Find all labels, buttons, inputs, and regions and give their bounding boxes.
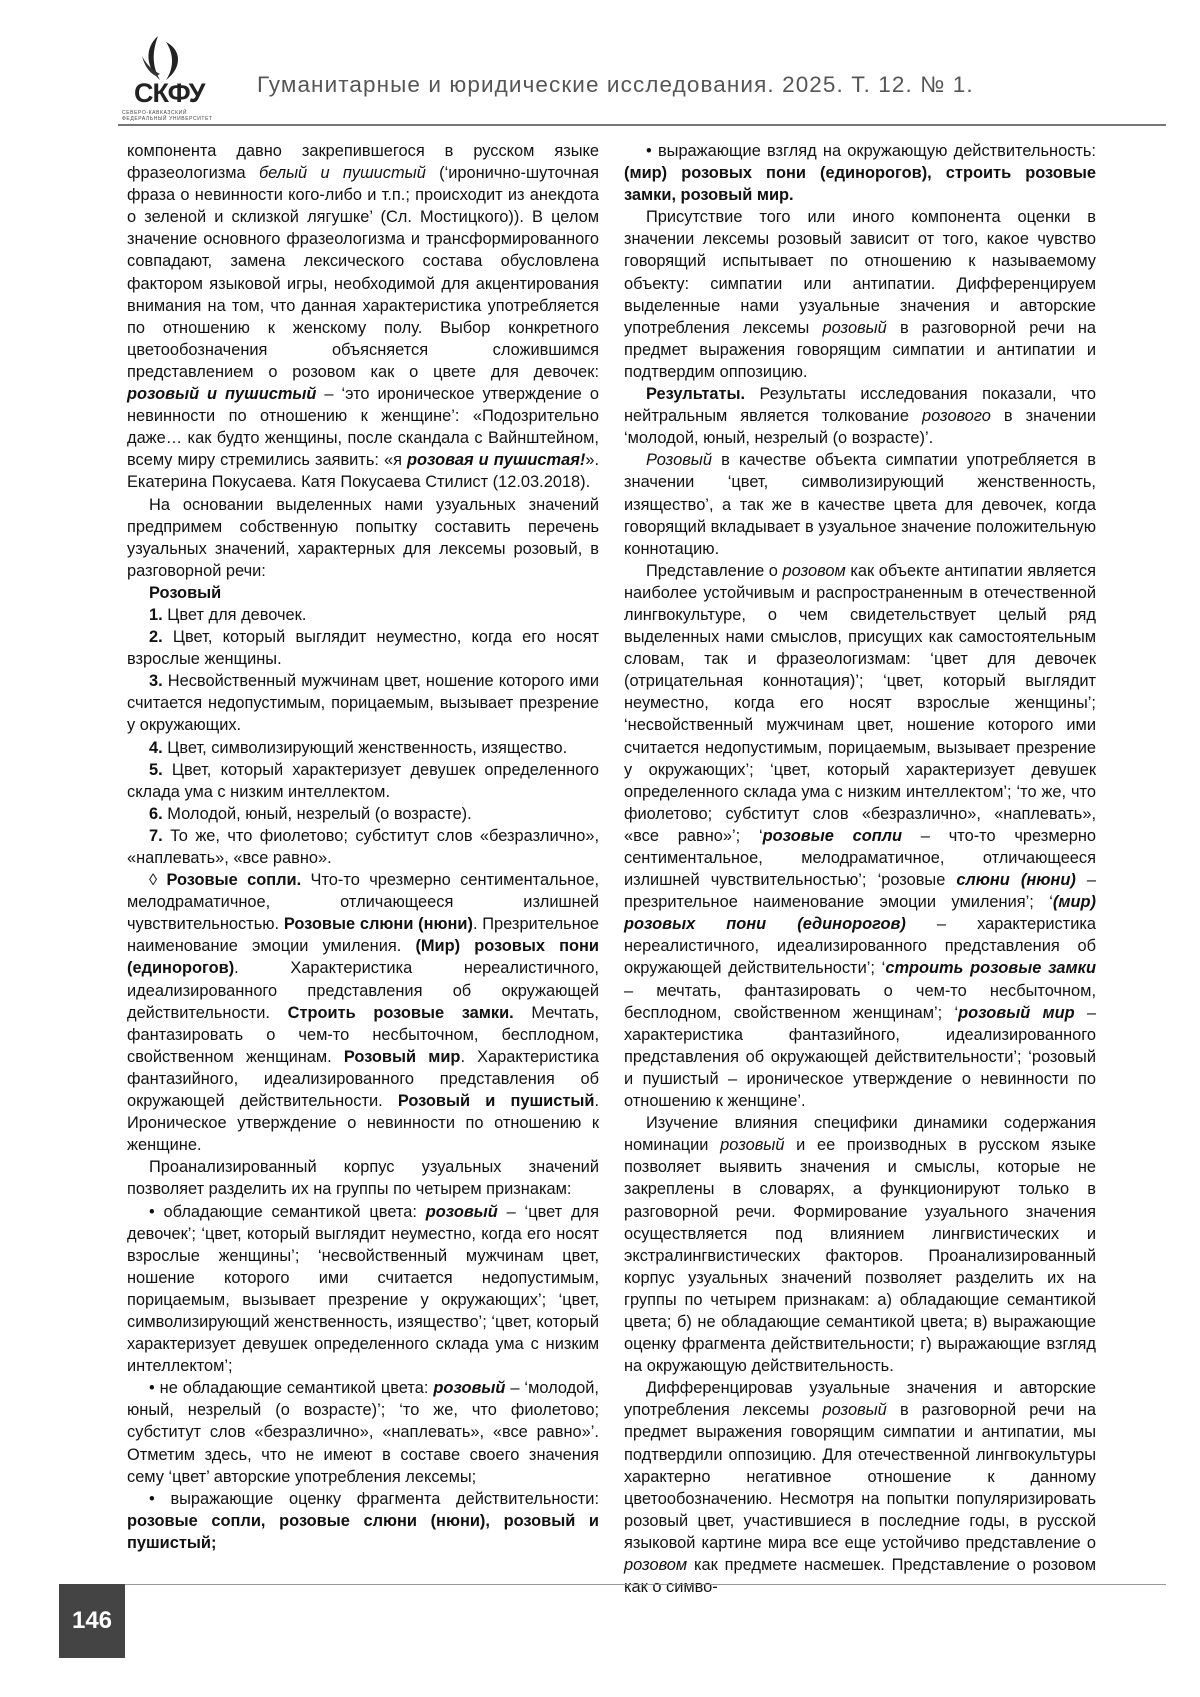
emphasized-text: Результаты. (646, 385, 745, 403)
text-run: как предмете насмешек. Представление о розовом как о симво- (624, 1556, 1096, 1596)
text-run: Цвет, который выглядит неуместно, когда его носят взрослые женщины. (127, 628, 599, 668)
emphasized-text: 6. (149, 805, 163, 823)
paragraph (624, 206, 1096, 383)
paragraph (624, 560, 1096, 1112)
emphasized-text: (Мир) розовых пони (единорогов) (127, 937, 599, 977)
text-run: Присутствие того или иного компонента оценки в значении лексемы розовый зависит от того, какое чувство говорящий испытывает по отношению к называемому объекту: симпатии или антипатии. Дифференцируем выделенные нами узуальные значения и авторские употребления лексемы (624, 208, 1096, 336)
emphasized-text: (мир) розовых пони (единорогов), строить розовые замки, розовый мир. (624, 164, 1096, 204)
paragraph (127, 670, 599, 736)
paragraph (127, 803, 599, 825)
text-run: – ‘цвет для девочек’; ‘цвет, который выглядит неуместно, когда его носят взрослые женщины’; ‘несвойственный мужчинам цвет, ношение которого ими считается недопустимым, порицаемым, вызывает презрение у окружающих’; ‘цвет, символизирующий женственность, изящество’; ‘цвет, который характеризует девушек определенного склада ума с низким интеллектом’; (127, 1203, 599, 1376)
paragraph (127, 626, 599, 670)
text-run: То же, что фиолетово; субститут слов «безразлично», «наплевать», «все равно». (127, 827, 599, 867)
text-run: – ‘молодой, юный, незрелый (о возрасте)’; ‘то же, что фиолетово; субститут слов «безразлично», «наплевать», «все равно»’. Отметим здесь, что не имеют в составе своего значения сему ‘цвет’ авторские употребления лексемы; (127, 1379, 599, 1485)
wing-logo-icon (136, 34, 196, 84)
text-run: ◊ (149, 871, 166, 889)
text-run: . Характеристика нереалистичного, идеализированного представления об окружающей действительности. (127, 959, 599, 1021)
emphasized-text: розовая и пушистая! (407, 451, 585, 469)
emphasized-text: Розовый (149, 584, 221, 602)
text-run: ». Екатерина Покусаева. Катя Покусаева Стилист (12.03.2018). (127, 451, 599, 491)
text-run: Дифференцировав узуальные значения и авторские употребления лексемы (624, 1379, 1096, 1419)
text-run: в качестве объекта симпатии употребляется в значении ‘цвет, символизирующий женственность, изящество’, а так же в качестве цвета для девочек, когда говорящий вкладывает в узуальное значение положительную коннотацию. (624, 451, 1096, 557)
emphasized-text: розовый (433, 1379, 505, 1397)
paragraph (127, 1201, 599, 1378)
logo-subtitle: СЕВЕРО-КАВКАЗСКИЙ ФЕДЕРАЛЬНЫЙ УНИВЕРСИТЕТ (122, 110, 232, 122)
text-run: компонента давно закрепившегося в русском языке фразеологизма (127, 142, 599, 182)
emphasized-text: Розовый мир (344, 1048, 461, 1066)
paragraph (127, 604, 599, 626)
emphasized-text: 1. (149, 606, 163, 624)
emphasized-text: 3. (149, 672, 163, 690)
text-run: Несвойственный мужчинам цвет, ношение которого ими считается недопустимым, порицаемым, вызывает презрение у окружающих. (127, 672, 599, 734)
text-run: в значении ‘молодой, юный, незрелый (о возрасте)’. (624, 407, 1096, 447)
text-run: – что-то чрезмерно сентиментальное, мелодраматичное, отличающееся излишней чувствительностью’; ‘розовые (624, 827, 1096, 889)
text-run: . Характеристика фантазийного, идеализированного представления об окружающей действительности. (127, 1048, 599, 1110)
text-run: – ‘это ироническое утверждение о невинности по отношению к женщине’: «Подозрительно даже… как будто женщины, после скандала с Вайнштейном, всему миру стремились заявить: «я (127, 385, 599, 469)
text-run: Изучение влияния специфики динамики содержания номинации (624, 1114, 1096, 1154)
text-run: • не обладающие семантикой цвета: (149, 1379, 433, 1397)
emphasized-text: слюни (нюни) (956, 871, 1075, 889)
emphasized-text: 7. (149, 827, 163, 845)
text-run: как объекте антипатии является наиболее устойчивым и распространенным в отечественной лингвокультуре, о чем свидетельствует целый ряд выделенных нами смыслов, присущих как самостоятельным словам, так и фразеологизмам: ‘цвет для девочек (отрицательная коннотация)’; ‘цвет, который выглядит неуместно, когда его носят взрослые женщины’; ‘несвойственный мужчинам цвет, ношение которого ими считается недопустимым, порицаемым, вызывает презрение у окружающих’; ‘цвет, который характеризует девушек определенного склада ума с низким интеллектом’; ‘то же, что фиолетово; субститут слов «безразлично», «наплевать», «все равно»’; ‘ (624, 562, 1096, 845)
emphasized-text: розовый (822, 1401, 886, 1419)
paragraph (624, 449, 1096, 559)
paragraph (127, 1377, 599, 1487)
paragraph (127, 737, 599, 759)
text-run: . Презрительное наименование эмоции умиления. (127, 915, 599, 955)
emphasized-text: розовый и пушистый (127, 385, 316, 403)
text-run: – характеристика нереалистичного, идеализированного представления об окружающей действительности’; ‘ (624, 915, 1096, 977)
text-run: Проанализированный корпус узуальных значений позволяет разделить их на группы по четырем признакам: (127, 1158, 599, 1198)
text-run: Цвет, символизирующий женственность, изящество. (163, 739, 568, 757)
right-column (624, 140, 1096, 1598)
text-run: в разговорной речи на предмет выражения говорящим симпатии и антипатии, мы подтвердили оппозицию. Для отечественной лингвокультуры характерно негативное отношение к данному цветообозначению. Несмотря на попытки популяризировать розовый цвет, участившиеся в последние годы, в русской языковой картине мира все еще устойчиво представление о (624, 1401, 1096, 1552)
emphasized-text: строить розовые замки (885, 959, 1096, 977)
emphasized-text: 5. (149, 761, 163, 779)
paragraph (624, 1377, 1096, 1598)
emphasized-text: розовый (426, 1203, 498, 1221)
paragraph (624, 140, 1096, 206)
paragraph (127, 494, 599, 582)
text-run: Результаты исследования показали, что нейтральным является толкование (624, 385, 1096, 425)
emphasized-text: (мир) розовых пони (единорогов) (624, 893, 1096, 933)
text-run: На основании выделенных нами узуальных значений предпримем собственную попытку составить перечень узуальных значений, характерных для лексемы розовый, в разговорной речи: (127, 496, 599, 580)
emphasized-text: розовый (822, 319, 886, 337)
text-run: . Ироническое утверждение о невинности по отношению к женщине. (127, 1092, 599, 1154)
emphasized-text: Розовые слюни (нюни) (284, 915, 473, 933)
university-logo (118, 34, 248, 126)
emphasized-text: розовые сопли, розовые слюни (нюни), розовый и пушистый; (127, 1512, 599, 1552)
emphasized-text: Строить розовые замки. (288, 1004, 514, 1022)
text-run: – презрительное наименование эмоции умиления’; ‘ (624, 871, 1096, 911)
text-run: Молодой, юный, незрелый (о возрасте). (163, 805, 472, 823)
text-run: и ее производных в русском языке позволяет выявить значения и смыслы, которые не закреплены в словарях, а функционируют только в разговорной речи. Формирование узуального значения осуществляется под влиянием лингвистических и экстралингвистических факторов. Проанализированный корпус узуальных значений позволяет разделить их на группы по четырем признакам: а) обладающие семантикой цвета; б) не обладающие семантикой цвета; в) выражающие оценку фрагмента действительности; г) выражающие взгляд на окружающую действительность. (624, 1136, 1096, 1375)
paragraph (127, 759, 599, 803)
paragraph (127, 1156, 599, 1200)
emphasized-text: розовый (720, 1136, 784, 1154)
text-run: • обладающие семантикой цвета: (149, 1203, 426, 1221)
paragraph (127, 825, 599, 869)
text-run: Мечтать, фантазировать о чем-то несбыточном, бесплодном, свойственном женщинам. (127, 1004, 599, 1066)
paragraph (624, 1112, 1096, 1377)
header-divider (118, 124, 1166, 126)
text-run: Что-то чрезмерно сентиментальное, мелодраматичное, отличающееся излишней чувствительностью. (127, 871, 599, 933)
journal-title: Гуманитарные и юридические исследования. 2025. Т. 12. № 1. (257, 72, 974, 98)
text-run: • выражающие оценку фрагмента действительности: (149, 1490, 599, 1508)
text-run: Цвет, который характеризует девушек определенного склада ума с низким интеллектом. (127, 761, 599, 801)
emphasized-text: розового (922, 407, 991, 425)
emphasized-text: розовом (624, 1556, 687, 1574)
emphasized-text: Розовые сопли. (166, 871, 301, 889)
emphasized-text: розовом (783, 562, 846, 580)
paragraph (127, 582, 599, 604)
text-run: (‘иронично-шуточная фраза о невинности кого-либо и т.п.; происходит из анекдота о зеленой и склизкой лягушке’ (Сл. Мостицкого)). В целом значение основного фразеологизма и трансформированного совпадают, замена лексического состава обусловлена фактором языковой игры, необходимой для акцентирования внимания на том, что данная характеристика употребляется по отношению к женскому полу. Выбор конкретного цветообозначения объясняется сложившимся представлением о розовом как о цвете для девочек: (127, 164, 599, 381)
left-column (127, 140, 599, 1554)
emphasized-text: Розовый и пушистый (398, 1092, 595, 1110)
emphasized-text: Розовый (646, 451, 712, 469)
logo-abbreviation: СКФУ (134, 78, 204, 109)
paragraph (127, 869, 599, 1156)
emphasized-text: белый и пушистый (259, 164, 426, 182)
page-number: 146 (59, 1584, 125, 1658)
text-run: • выражающие взгляд на окружающую действительность: (646, 142, 1096, 160)
paragraph (127, 1488, 599, 1554)
emphasized-text: розовый мир (958, 1004, 1075, 1022)
emphasized-text: розовые сопли (763, 827, 902, 845)
paragraph (624, 383, 1096, 449)
paragraph (127, 140, 599, 494)
text-run: Цвет для девочек. (163, 606, 307, 624)
text-run: – мечтать, фантазировать о чем-то несбыточном, бесплодном, свойственном женщинам’; ‘ (624, 982, 1096, 1022)
emphasized-text: 4. (149, 739, 163, 757)
emphasized-text: 2. (149, 628, 163, 646)
text-run: – характеристика фантазийного, идеализированного представления об окружающей действительности’; ‘розовый и пушистый – ироническое утверждение о невинности по отношению к женщине’. (624, 1004, 1096, 1110)
text-run: Представление о (646, 562, 783, 580)
text-run: в разговорной речи на предмет выражения говорящим симпатии и антипатии и подтвердим оппозицию. (624, 319, 1096, 381)
footer-divider (125, 1584, 1166, 1585)
